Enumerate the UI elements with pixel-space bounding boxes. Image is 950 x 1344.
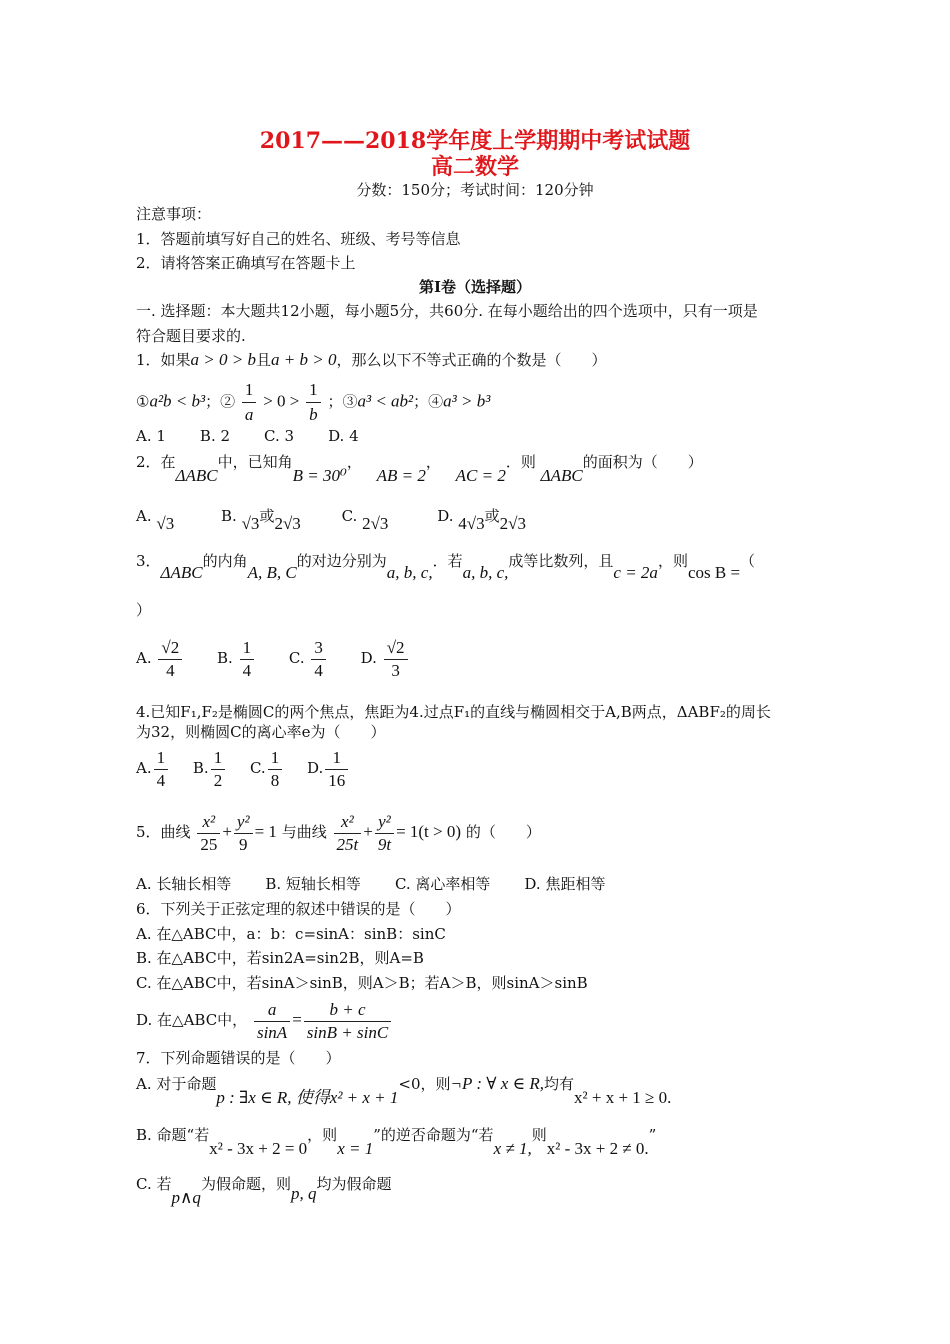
question-2-stem: 2．在ΔABC中，已知角B = 30⁰， AB = 2， AC = 2．则 ΔABC的面积为（ ）	[136, 453, 703, 485]
question-6-option-d: D. 在△ABC中， $\frac{a}{\sin A}$ = $\frac{b + c}{\sin B + \sin C}$	[136, 996, 393, 1044]
question-6-option-a: A. 在△ABC中，a：b：c=sinA：sinB：sinC	[136, 925, 446, 943]
question-4-line2: 为32，则椭圆C的离心率e为（ ）	[136, 723, 386, 741]
question-4-options: A. $\frac{1}{4}$ B. $\frac{1}{2}$ C. $\frac{1}{8}$ D. $\frac{1}{16}$	[136, 744, 350, 792]
question-6-stem: 6．下列关于正弦定理的叙述中错误的是（ ）	[136, 900, 461, 918]
question-7-option-b: B. 命题“若x² - 3x + 2 = 0，则x = 1”的逆否命题为“若x ≠ 1,则x² - 3x + 2 ≠ 0.”	[136, 1126, 657, 1158]
question-1-options: A. 1 B. 2 C. 3 D. 4	[136, 427, 359, 445]
section-intro: 符合题目要求的.	[136, 327, 246, 345]
exam-subtitle: 高二数学	[430, 154, 519, 180]
question-7-stem: 7．下列命题错误的是（ ）	[136, 1049, 341, 1067]
question-1-stem: 1．如果a > 0 > b且a + b > 0，那么以下不等式正确的个数是（ ）	[136, 350, 607, 369]
question-4-line1: 4.已知F₁,F₂是椭圆C的两个焦点，焦距为4.过点F₁的直线与椭圆相交于A,B两点，ΔABF₂的周长	[136, 703, 771, 721]
section-intro: 一. 选择题：本大题共12小题，每小题5分，共60分. 在每小题给出的四个选项中，只有一项是	[136, 302, 758, 320]
volume-heading: 第Ⅰ卷（选择题）	[418, 278, 532, 296]
question-2-options: A. √3 B. √3或2√3 C. 2√3 D. 4√3或2√3	[136, 507, 526, 533]
question-5-options: A. 长轴长相等 B. 短轴长相等 C. 离心率相等 D. 焦距相等	[136, 875, 606, 893]
notice-item: 2．请将答案正确填写在答题卡上	[136, 254, 356, 272]
question-3-stem: 3．ΔABC的内角A, B, C的对边分别为a, b, c,．若a, b, c,成等比数列，且c = 2a，则cos B =（	[136, 552, 756, 582]
question-3-options: A. $\frac{√2}{4}$ B. $\frac{1}{4}$ C. $\frac{3}{4}$ D. $\frac{√2}{3}$	[136, 634, 410, 682]
question-6-option-b: B. 在△ABC中，若sin2A=sin2B，则A=B	[136, 949, 424, 967]
exam-title: 2017——2018学年度上学期期中考试试题	[259, 128, 691, 154]
question-5-stem: 5．曲线 $\frac{\text{x²}}{25}$ + $\frac{\text{y²}}{9}$ = 1 与曲线 $\frac{\text{x²}}{25t}$ + $\frac{\text{y²}}{9t}$ = 1(t > 0) 的（ ）	[136, 811, 541, 854]
question-6-option-c: C. 在△ABC中，若sinA＞sinB，则A＞B；若A＞B，则sinA＞sinB	[136, 974, 588, 992]
notice-item: 1．答题前填写好自己的姓名、班级、考号等信息	[136, 230, 461, 248]
exam-meta: 分数：150分；考试时间：120分钟	[356, 181, 594, 199]
question-3-paren: ）	[136, 601, 152, 619]
question-1-items: ①a²b < b³；② $\frac{1}{a}$ > 0 > $\frac{1}{b}$ ；③a³ < ab²；④a³ > b³	[136, 380, 491, 424]
question-7-option-c: C. 若p∧q为假命题，则p, q均为假命题	[136, 1175, 392, 1207]
notice-heading: 注意事项：	[136, 205, 212, 223]
question-7-option-a: A. 对于命题p : ∃x ∈ R, 使得x² + x + 1<0，则¬P : ∀ x ∈ R,均有x² + x + 1 ≥ 0.	[136, 1074, 672, 1107]
